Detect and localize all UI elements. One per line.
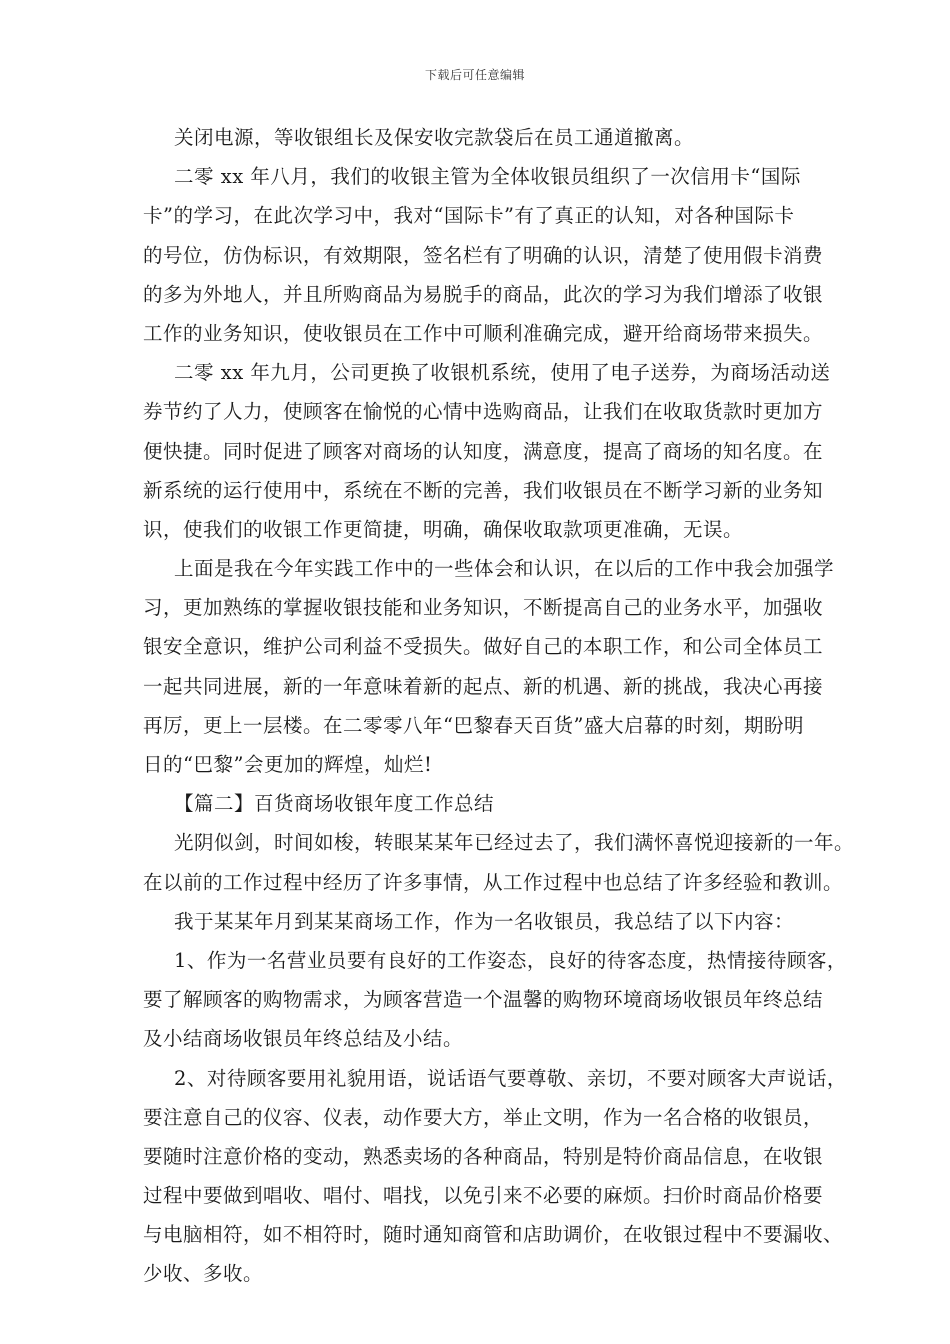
text-line: 少收、多收。 [143,1262,264,1286]
page-header: 下载后可任意编辑 [424,68,525,82]
text-line: 工作的业务知识，使收银员在工作中可顺利准确完成，避开给商场带来损失。 [143,321,824,345]
text-line: 光阴似剑，时间如梭，转眼某某年已经过去了，我们满怀喜悦迎接新的一年。 [174,831,855,855]
text-line: 银安全意识，维护公司利益不受损失。做好自己的本职工作，和公司全体员工 [143,635,824,659]
text-line: 二零 xx 年九月，公司更换了收银机系统，使用了电子送券，为商场活动送 [174,361,831,385]
text-line: 过程中要做到唱收、唱付、唱找，以免引来不必要的麻烦。扫价时商品价格要 [143,1184,824,1208]
text-line: 日的“巴黎”会更加的辉煌，灿烂! [143,753,433,776]
document-body [143,118,855,1294]
text-line: 新系统的运行使用中，系统在不断的完善，我们收银员在不断学习新的业务知 [143,478,824,502]
text-line: 再厉，更上一层楼。在二零零八年“巴黎春天百货”盛大启幕的时刻，期盼明 [143,713,804,737]
text-line: 及小结商场收银员年终总结及小结。 [143,1027,464,1051]
text-line: 卡”的学习，在此次学习中，我对“国际卡”有了真正的认知，对各种国际卡 [143,204,795,228]
text-line: 券节约了人力，使顾客在愉悦的心情中选购商品，让我们在收取货款时更加方 [143,400,824,424]
text-line: 2、对待顾客要用礼貌用语，说话语气要尊敬、亲切，不要对顾客大声说话， [174,1066,847,1090]
text-line: 1、作为一名营业员要有良好的工作姿态，良好的待客态度，热情接待顾客， [174,948,847,972]
text-line: 要随时注意价格的变动，熟悉卖场的各种商品，特别是特价商品信息，在收银 [143,1144,824,1168]
text-line: 习，更加熟练的掌握收银技能和业务知识，不断提高自己的业务水平，加强收 [143,596,824,620]
text-line: 识，使我们的收银工作更简捷，明确，确保收取款项更准确，无误。 [143,517,744,541]
text-line: 我于某某年月到某某商场工作，作为一名收银员，我总结了以下内容： [174,909,795,933]
text-line: 的多为外地人，并且所购商品为易脱手的商品，此次的学习为我们增添了收银 [143,282,824,306]
text-line: 二零 xx 年八月，我们的收银主管为全体收银员组织了一次信用卡“国际 [174,165,801,189]
text-line: 要注意自己的仪容、仪表，动作要大方，举止文明，作为一名合格的收银员， [143,1105,824,1129]
text-line: 要了解顾客的购物需求，为顾客营造一个温馨的购物环境商场收银员年终总结 [143,988,824,1012]
text-line: 的号位，仿伪标识，有效期限，签名栏有了明确的认识，清楚了使用假卡消费 [143,243,824,267]
text-line: 一起共同进展，新的一年意味着新的起点、新的机遇、新的挑战，我决心再接 [143,674,824,698]
text-line: 在以前的工作过程中经历了许多事情，从工作过程中也总结了许多经验和教训。 [143,870,844,894]
text-line: 与电脑相符，如不相符时，随时通知商管和店助调价，在收银过程中不要漏收、 [143,1223,844,1247]
text-line: 关闭电源，等收银组长及保安收完款袋后在员工通道撤离。 [174,126,695,149]
text-line: 便快捷。同时促进了顾客对商场的认知度，满意度，提高了商场的知名度。在 [143,439,824,463]
text-line: 上面是我在今年实践工作中的一些体会和认识，在以后的工作中我会加强学 [174,557,835,581]
text-line: 【篇二】百货商场收银年度工作总结 [174,792,495,816]
